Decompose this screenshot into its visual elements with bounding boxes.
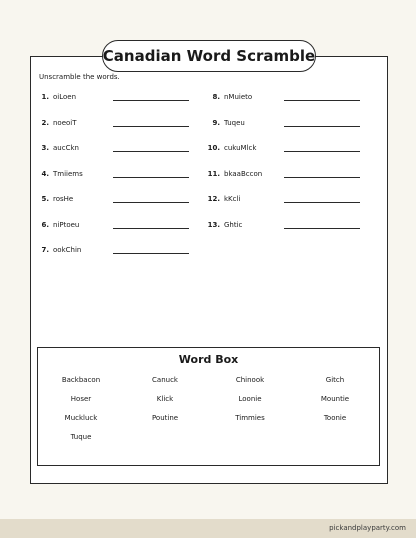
word-box-word: Tuque <box>70 433 92 441</box>
answer-line[interactable] <box>113 228 189 229</box>
scramble-item <box>35 195 205 207</box>
scrambled-word: bkaaBccon <box>224 169 263 178</box>
word-box-word: Canuck <box>152 376 178 384</box>
answer-line[interactable] <box>284 202 360 203</box>
answer-line[interactable] <box>284 228 360 229</box>
scrambled-word: oiLoen <box>53 93 77 101</box>
scrambled-word: kKcli <box>224 195 241 203</box>
instructions-text: Unscramble the words. <box>39 73 120 81</box>
scramble-number: 2. <box>41 118 49 127</box>
word-box-word: Mountie <box>320 395 350 403</box>
word-box-word: Loonie <box>238 395 262 403</box>
scrambled-word: rosHe <box>53 195 74 203</box>
scramble-number: 5. <box>41 195 49 203</box>
word-box-word: Timmies <box>235 414 265 422</box>
scramble-item <box>35 93 205 105</box>
scramble-item <box>206 144 376 156</box>
word-box-word: Chinook <box>235 376 265 384</box>
scramble-item <box>206 119 376 131</box>
word-box-word: Backbacon <box>61 376 101 384</box>
scramble-item <box>35 170 205 182</box>
word-box-word: Muckluck <box>64 414 98 422</box>
scrambled-word: niPtoeu <box>53 220 80 229</box>
scramble-number: 13. <box>207 220 220 229</box>
answer-line[interactable] <box>284 177 360 178</box>
scramble-item <box>35 221 205 233</box>
word-box <box>37 347 380 466</box>
answer-line[interactable] <box>284 151 360 152</box>
answer-line[interactable] <box>113 100 189 101</box>
answer-line[interactable] <box>113 151 189 152</box>
scramble-number: 12. <box>207 195 220 203</box>
scrambled-word: noeoiT <box>53 118 77 127</box>
scramble-number: 9. <box>212 118 220 127</box>
footer-bar <box>0 519 416 538</box>
scramble-item <box>35 144 205 156</box>
answer-line[interactable] <box>284 100 360 101</box>
answer-line[interactable] <box>113 177 189 178</box>
scramble-number: 11. <box>207 169 220 178</box>
answer-line[interactable] <box>113 126 189 127</box>
scramble-item <box>206 170 376 182</box>
scramble-item <box>35 119 205 131</box>
answer-line[interactable] <box>113 253 189 254</box>
word-box-word: Hoser <box>70 395 92 403</box>
scramble-number: 3. <box>41 144 49 152</box>
scramble-item <box>206 93 376 105</box>
scrambled-word: Tmiiems <box>53 169 83 178</box>
scrambled-word: nMuieto <box>224 93 253 101</box>
answer-line[interactable] <box>113 202 189 203</box>
worksheet-title: Canadian Word Scramble <box>102 40 316 72</box>
answer-line[interactable] <box>284 126 360 127</box>
word-box-title: Word Box <box>178 353 239 366</box>
scramble-number: 8. <box>212 93 220 101</box>
scramble-number: 4. <box>41 169 49 178</box>
scrambled-word: cukuMlck <box>224 144 257 152</box>
scramble-number: 10. <box>207 144 220 152</box>
scrambled-word: ookChin <box>53 246 82 254</box>
scrambled-word: Tuqeu <box>224 118 245 127</box>
scramble-item <box>206 195 376 207</box>
word-box-word: Toonie <box>323 414 347 422</box>
footer-site: pickandplayparty.com <box>329 524 406 532</box>
scrambled-word: aucCkn <box>53 144 79 152</box>
word-box-word: Klick <box>156 395 174 403</box>
scramble-item <box>206 221 376 233</box>
scramble-number: 1. <box>41 93 49 101</box>
scramble-item <box>35 246 205 258</box>
word-box-word: Gitch <box>325 376 345 384</box>
scramble-number: 6. <box>41 220 49 229</box>
scrambled-word: Ghtic <box>224 220 243 229</box>
scramble-number: 7. <box>41 246 49 254</box>
word-box-word: Poutine <box>151 414 179 422</box>
